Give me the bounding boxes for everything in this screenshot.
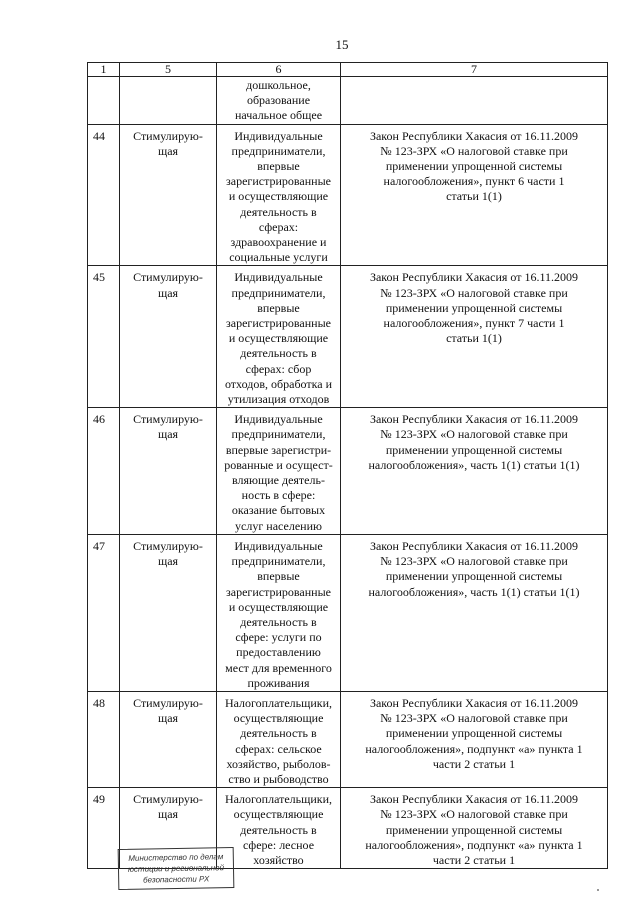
- taxpayer-category: [217, 266, 341, 408]
- legal-basis-text: Закон Республики Хакасия от 16.11.2009 № 123-ЗРХ «О налоговой ставке при применении упрощенной системы налогообложения», часть 1(1) статьи 1(1): [368, 538, 580, 599]
- taxpayer-category: [217, 691, 341, 787]
- column-header-5: 5: [120, 63, 217, 77]
- column-header-1: 1: [88, 63, 120, 77]
- benefit-type: [120, 266, 217, 408]
- continuation-category: дошкольное, образование начальное общее: [234, 78, 323, 123]
- legal-basis: [341, 124, 608, 266]
- benefit-type-text: Стимулирую- щая: [133, 538, 203, 569]
- taxpayer-category-text: Индивидуальные предприниматели, впервые зарегистрированные и осуществляющие деятельность в сферах: здравоохранение и социальные услуги: [226, 128, 331, 265]
- benefit-type-text: Стимулирую- щая: [133, 792, 203, 822]
- continuation-type-cell: [120, 77, 217, 125]
- header-row: [88, 63, 608, 77]
- table-row: [88, 266, 608, 408]
- stamp-line: Министерство по делам: [128, 852, 224, 863]
- tax-benefits-table: [87, 62, 608, 869]
- continuation-num-cell: [88, 77, 120, 125]
- table-row: [88, 691, 608, 787]
- benefit-type: [120, 124, 217, 266]
- ministry-stamp: [118, 847, 235, 890]
- taxpayer-category-text: Налогоплательщики, осуществляющие деятельность в сферах: сельское хозяйство, рыболов- ство и рыбоводство: [224, 695, 333, 786]
- benefit-type-text: Стимулирую- щая: [133, 412, 203, 442]
- taxpayer-category-text: Налогоплательщики, осуществляющие деятельность в сфере: лесное хозяйство: [224, 792, 333, 867]
- taxpayer-category: [217, 788, 341, 869]
- continuation-law-cell: [341, 77, 608, 125]
- column-header-7: 7: [341, 63, 608, 77]
- taxpayer-category-text: Индивидуальные предприниматели, впервые зарегистрированные и осуществляющие деятельность в сферах: сбор отходов, обработка и утилизация отходов: [224, 270, 333, 407]
- row-number: 45: [88, 266, 120, 408]
- benefit-type: [120, 408, 217, 535]
- row-number: 49: [88, 788, 120, 869]
- continuation-category-cell: [217, 77, 341, 125]
- row-number: 48: [88, 691, 120, 787]
- taxpayer-category: [217, 124, 341, 266]
- benefit-type-text: Стимулирую- щая: [133, 128, 203, 158]
- taxpayer-category: [217, 408, 341, 535]
- legal-basis: [341, 788, 608, 869]
- table-row: [88, 408, 608, 535]
- legal-basis: [341, 534, 608, 691]
- row-number: 46: [88, 408, 120, 535]
- stamp-line: юстиции и региональной: [127, 863, 225, 874]
- legal-basis: [341, 691, 608, 787]
- legal-basis-text: Закон Республики Хакасия от 16.11.2009 № 123-ЗРХ «О налоговой ставке при применении упрощенной системы налогообложения», часть 1(1) статьи 1(1): [368, 412, 580, 472]
- row-number: 44: [88, 124, 120, 266]
- scan-speck: [597, 889, 599, 891]
- stamp-line: безопасности РХ: [142, 874, 210, 885]
- column-header-6: 6: [217, 63, 341, 77]
- taxpayer-category-text: Индивидуальные предприниматели, впервые зарегистрированные и осуществляющие деятельность в сфере: услуги по предоставлению мест для временного проживания: [225, 538, 332, 690]
- continuation-row: [88, 77, 608, 125]
- benefit-type-text: Стимулирую- щая: [133, 695, 203, 726]
- legal-basis: [341, 266, 608, 408]
- legal-basis-text: Закон Республики Хакасия от 16.11.2009 № 123-ЗРХ «О налоговой ставке при применении упрощенной системы налогообложения», пункт 6 части 1 статьи 1(1): [369, 128, 579, 204]
- taxpayer-category: [217, 534, 341, 691]
- legal-basis-text: Закон Республики Хакасия от 16.11.2009 № 123-ЗРХ «О налоговой ставке при применении упрощенной системы налогообложения», пункт 7 части 1 статьи 1(1): [369, 270, 579, 346]
- page-number: 15: [335, 37, 349, 52]
- table-row: [88, 124, 608, 266]
- benefit-type: [120, 534, 217, 691]
- taxpayer-category-text: Индивидуальные предприниматели, впервые зарегистри- рованные и осущест- вляющие деятель- ность в сфере: оказание бытовых услуг населению: [224, 412, 333, 533]
- legal-basis: [341, 408, 608, 535]
- benefit-type: [120, 691, 217, 787]
- row-number: 47: [88, 534, 120, 691]
- legal-basis-text: Закон Республики Хакасия от 16.11.2009 № 123-ЗРХ «О налоговой ставке при применении упрощенной системы налогообложения», подпункт «а» пункта 1 части 2 статьи 1: [365, 792, 583, 867]
- benefit-type-text: Стимулирую- щая: [133, 270, 203, 300]
- legal-basis-text: Закон Республики Хакасия от 16.11.2009 № 123-ЗРХ «О налоговой ставке при применении упрощенной системы налогообложения», подпункт «а» пункта 1 части 2 статьи 1: [365, 695, 583, 771]
- table-row: [88, 534, 608, 691]
